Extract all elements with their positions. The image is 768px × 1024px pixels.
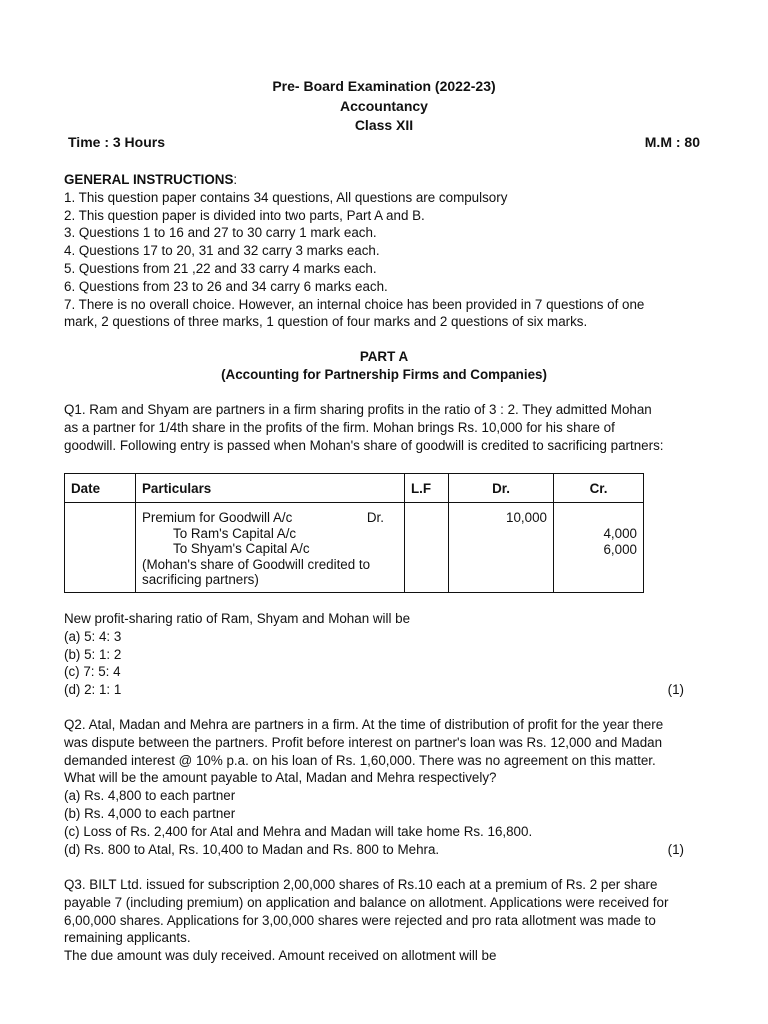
col-particulars: Particulars — [136, 474, 405, 503]
option: (a) 5: 4: 3 — [64, 628, 122, 644]
cell-particulars: Premium for Goodwill A/c Dr. To Ram's Capital A/c To Shyam's Capital A/c (Mohan's share of Goodwill credited to sacrificing partners) — [136, 503, 405, 593]
instructions-heading: GENERAL INSTRUCTIONS: — [64, 172, 238, 187]
time-label: Time : 3 Hours — [68, 134, 165, 150]
exam-title: Pre- Board Examination (2022-23) — [272, 78, 496, 94]
cell-cr: 4,000 6,000 — [554, 503, 644, 593]
class-title: Class XII — [354, 117, 414, 133]
cell-dr: 10,000 — [449, 503, 554, 593]
max-marks-label: M.M : 80 — [644, 134, 700, 150]
col-cr: Cr. — [554, 474, 644, 503]
q1-question: New profit-sharing ratio of Ram, Shyam and Mohan will be (a) 5: 4: 3 (b) 5: 1: 2 (c) 7: 5: 4 (d) 2: 1: 1 (1) — [64, 611, 684, 698]
time-marks-row — [68, 134, 700, 150]
instruction-item: 1. This question paper contains 34 questions, All questions are compulsory — [64, 189, 508, 205]
part-a-title: PART A — [359, 349, 409, 364]
option: (b) Rs. 4,000 to each partner — [64, 805, 236, 821]
instruction-item: 5. Questions from 21 ,22 and 33 carry 4 marks each. — [64, 260, 377, 276]
q1-text: Q1. Ram and Shyam are partners in a firm sharing profits in the ratio of 3 : 2. They admitted Mohan as a partner for 1/4th share in the profits of the firm. Mohan brings Rs. 10,000 for his share of goodwill. Following entry is passed when Mohan's share of goodwill is credited to sacrificing partners: — [64, 402, 664, 453]
option: (b) 5: 1: 2 — [64, 646, 122, 662]
instruction-item: 2. This question paper is divided into two parts, Part A and B. — [64, 207, 425, 223]
col-dr: Dr. — [449, 474, 554, 503]
marks-label: (1) — [667, 682, 684, 698]
journal-entry-table — [64, 473, 644, 593]
instruction-item: 6. Questions from 23 to 26 and 34 carry 6 marks each. — [64, 278, 388, 294]
instruction-item: 3. Questions 1 to 16 and 27 to 30 carry 1 mark each. — [64, 225, 377, 241]
subject-title: Accountancy — [340, 98, 428, 114]
instruction-item: 4. Questions 17 to 20, 31 and 32 carry 3 marks each. — [64, 243, 380, 259]
q3-text: Q3. BILT Ltd. issued for subscription 2,00,000 shares of Rs.10 each at a premium of Rs. 2 per share payable 7 (including premium) on application and balance on allotment. Applications were received for 6,00,000 shares. Applications for 3,00,000 shares were rejected and pro rata allotment was made to remaining applicants. The due amount was duly received. Amount received on allotment will be — [64, 877, 669, 964]
instruction-item: mark, 2 questions of three marks, 1 question of four marks and 2 questions of six marks. — [64, 314, 588, 330]
cell-lf — [405, 503, 449, 593]
part-a-subtitle: (Accounting for Partnership Firms and Companies) — [221, 367, 547, 382]
option: (c) 7: 5: 4 — [64, 664, 121, 680]
option: (c) Loss of Rs. 2,400 for Atal and Mehra and Madan will take home Rs. 16,800. — [64, 823, 533, 839]
marks-label: (1) — [667, 841, 684, 857]
option-with-marks: (d) Rs. 800 to Atal, Rs. 10,400 to Madan and Rs. 800 to Mehra. (1) — [64, 841, 684, 857]
col-lf: L.F — [405, 474, 449, 503]
option-with-marks: (d) 2: 1: 1 (1) — [64, 682, 684, 698]
q2-text: Q2. Atal, Madan and Mehra are partners in a firm. At the time of distribution of profit for the year there was dispute between the partners. Profit before interest on partner's loan was Rs. 12,000 and Madan demanded interest @ 10% p.a. on his loan of Rs. 1,60,000. There was no agreement on this matter. What will be the amount payable to Atal, Madan and Mehra respectively? (a) Rs. 4,800 to each partner (b) Rs. 4,000 to each partner (c) Loss of Rs. 2,400 for Atal and Mehra and Madan will take home Rs. 16,800. (d) Rs. 800 to Atal, Rs. 10,400 to Madan and Rs. 800 to Mehra. (1) — [64, 716, 714, 858]
option: (a) Rs. 4,800 to each partner — [64, 788, 236, 804]
general-instructions — [64, 171, 714, 331]
cell-date — [65, 503, 136, 593]
instruction-item: 7. There is no overall choice. However, an internal choice has been provided in 7 questions of one — [64, 296, 645, 312]
col-date: Date — [65, 474, 136, 503]
